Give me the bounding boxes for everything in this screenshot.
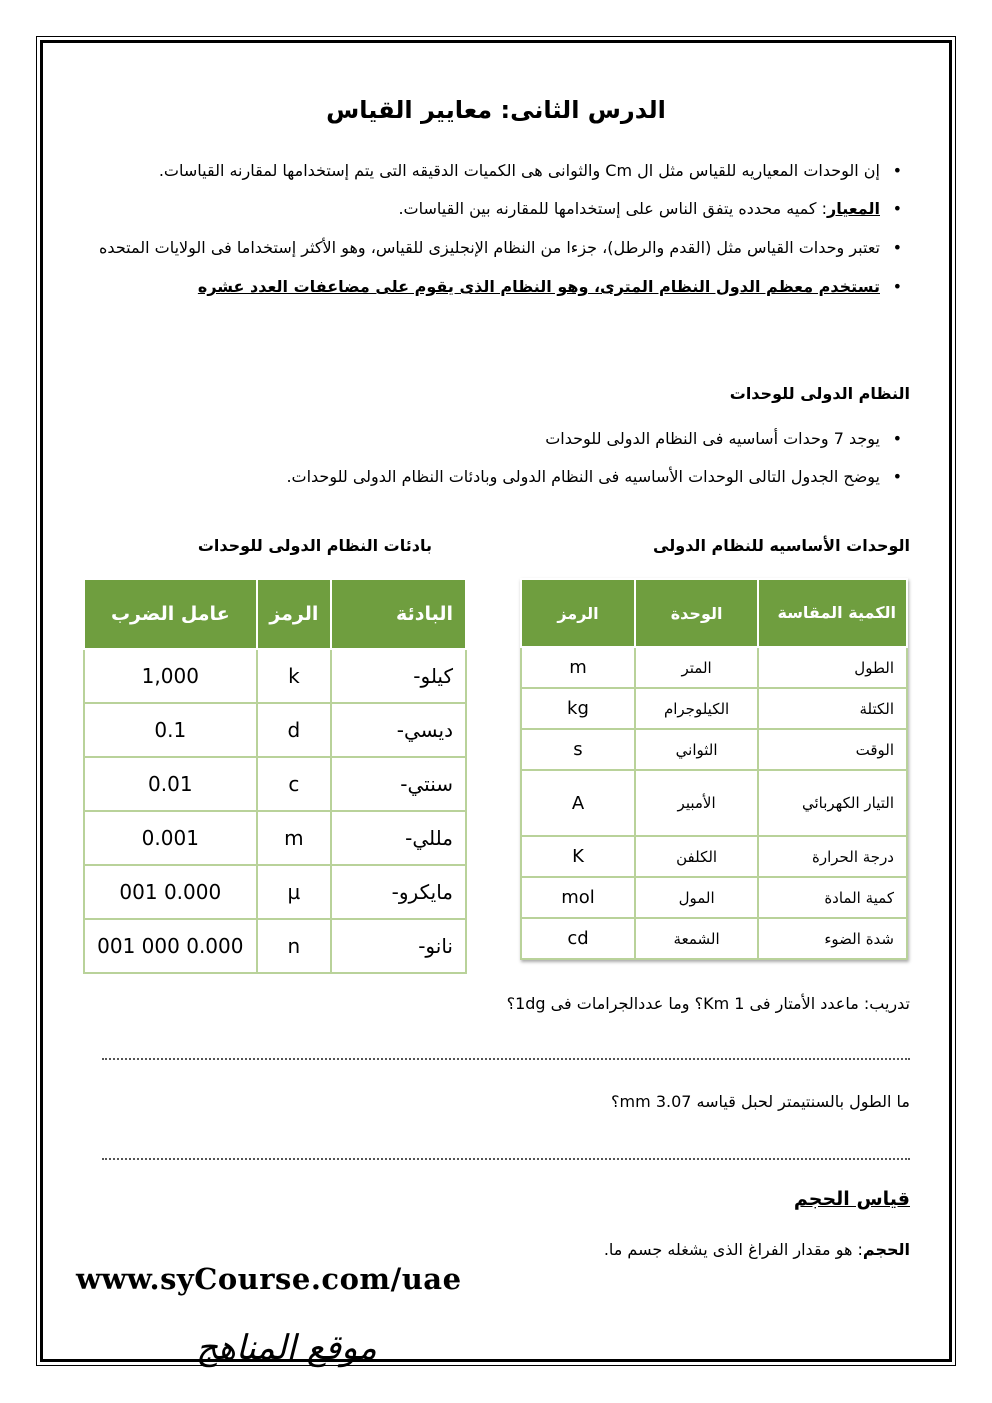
unit-cell: المول [635, 877, 758, 918]
term-standard: المعيار [827, 199, 880, 218]
symbol-cell: k [257, 649, 331, 703]
prefix-cell: سنتي- [331, 757, 466, 811]
base-units-table [520, 578, 908, 960]
unit-cell: الكلفن [635, 836, 758, 877]
volume-definition [604, 1240, 910, 1259]
bullet-text: : كميه محدده يتفق الناس على إستخدامها للمقارنه بين القياسات. [398, 199, 827, 218]
factor-cell: 1,000 [84, 649, 257, 703]
base-units-caption: الوحدات الأساسيه للنظام الدولى [653, 536, 910, 555]
prefix-cell: مللي- [331, 811, 466, 865]
unit-cell: الشمعة [635, 918, 758, 959]
header-symbol: الرمز [257, 579, 331, 649]
table-row [84, 811, 466, 865]
header-symbol: الرمز [521, 579, 635, 647]
table-row [521, 770, 907, 836]
table-row [521, 918, 907, 959]
header-factor: عامل الضرب [84, 579, 257, 649]
prefix-cell: كيلو- [331, 649, 466, 703]
answer-line-2 [102, 1158, 910, 1160]
prefix-caption: بادئات النظام الدولى للوحدات [197, 536, 432, 555]
table-row [84, 703, 466, 757]
bullet-text-emphasis: تستخدم معظم الدول النظام المترى، وهو النظام الذى يقوم على مضاعفات العدد عشره [197, 277, 880, 296]
symbol-cell: m [521, 647, 635, 688]
answer-line-1 [102, 1058, 910, 1060]
symbol-cell: n [257, 919, 331, 973]
table-row [84, 865, 466, 919]
table-row [84, 919, 466, 973]
quantity-cell: كمية المادة [758, 877, 907, 918]
quantity-cell: الوقت [758, 729, 907, 770]
symbol-cell: s [521, 729, 635, 770]
factor-cell: 0.000 001 [84, 865, 257, 919]
prefix-table [83, 578, 467, 974]
table-header-row [84, 579, 466, 649]
si-bullet-list [80, 420, 904, 496]
bullet-table-intro [80, 458, 880, 496]
intro-bullet-list [80, 152, 904, 306]
symbol-cell: K [521, 836, 635, 877]
si-heading: النظام الدولى للوحدات [729, 384, 910, 403]
symbol-cell: m [257, 811, 331, 865]
bullet-text: يوضح الجدول التالى الوحدات الأساسيه فى النظام الدولى وبادئات النظام الدولى للوحدات. [286, 467, 880, 486]
definition-text: : هو مقدار الفراغ الذى يشغله جسم ما. [603, 1240, 863, 1259]
prefix-cell: ديسي- [331, 703, 466, 757]
website-watermark: www.syCourse.com/uae [76, 1262, 462, 1296]
unit-cell: المتر [635, 647, 758, 688]
symbol-cell: cd [521, 918, 635, 959]
unit-cell: الثواني [635, 729, 758, 770]
table-row [521, 729, 907, 770]
site-name-watermark: موقع المناهج [196, 1328, 377, 1368]
bullet-text: يوجد 7 وحدات أساسيه فى النظام الدولى للوحدات [545, 429, 880, 448]
bullet-text: تعتبر وحدات القياس مثل (القدم والرطل)، جزءا من النظام الإنجليزى للقياس، وهو الأكثر إستخداما فى الولايات المتحده [99, 238, 880, 257]
bullet-standard-definition [80, 190, 880, 228]
exercise-2: ما الطول بالسنتيمتر لحبل قياسه 3.07 mm؟ [611, 1092, 910, 1111]
volume-heading: قياس الحجم [793, 1188, 910, 1210]
bullet-text: إن الوحدات المعياريه للقياس مثل ال Cm والثوانى هى الكميات الدقيقه التى يتم إستخدامها لمقارنه القياسات. [158, 161, 880, 180]
factor-cell: 0.000 000 001 [84, 919, 257, 973]
bullet-english-system [80, 228, 880, 268]
table-row [521, 877, 907, 918]
symbol-cell: µ [257, 865, 331, 919]
term-volume: الحجم [862, 1240, 910, 1259]
symbol-cell: d [257, 703, 331, 757]
symbol-cell: mol [521, 877, 635, 918]
unit-cell: الأمبير [635, 770, 758, 836]
symbol-cell: A [521, 770, 635, 836]
factor-cell: 0.1 [84, 703, 257, 757]
factor-cell: 0.001 [84, 811, 257, 865]
symbol-cell: kg [521, 688, 635, 729]
bullet-seven-units [80, 420, 880, 458]
header-unit: الوحدة [635, 579, 758, 647]
factor-cell: 0.01 [84, 757, 257, 811]
exercise-1: تدريب: ماعدد الأمتار فى 1 Km؟ وما عددالجرامات فى 1dg؟ [506, 994, 910, 1013]
table-row [521, 836, 907, 877]
quantity-cell: شدة الضوء [758, 918, 907, 959]
bullet-metric-system [80, 268, 880, 306]
quantity-cell: درجة الحرارة [758, 836, 907, 877]
quantity-cell: الطول [758, 647, 907, 688]
table-row [84, 649, 466, 703]
quantity-cell: الكتلة [758, 688, 907, 729]
symbol-cell: c [257, 757, 331, 811]
table-header-row [521, 579, 907, 647]
table-row [521, 688, 907, 729]
lesson-title: الدرس الثانى: معايير القياس [326, 96, 666, 124]
header-quantity: الكمية المقاسة [758, 579, 907, 647]
header-prefix: البادئة [331, 579, 466, 649]
table-row [521, 647, 907, 688]
bullet-standard-units [80, 152, 880, 190]
quantity-cell: التيار الكهربائي [758, 770, 907, 836]
table-row [84, 757, 466, 811]
unit-cell: الكيلوجرام [635, 688, 758, 729]
prefix-cell: مايكرو- [331, 865, 466, 919]
prefix-cell: نانو- [331, 919, 466, 973]
